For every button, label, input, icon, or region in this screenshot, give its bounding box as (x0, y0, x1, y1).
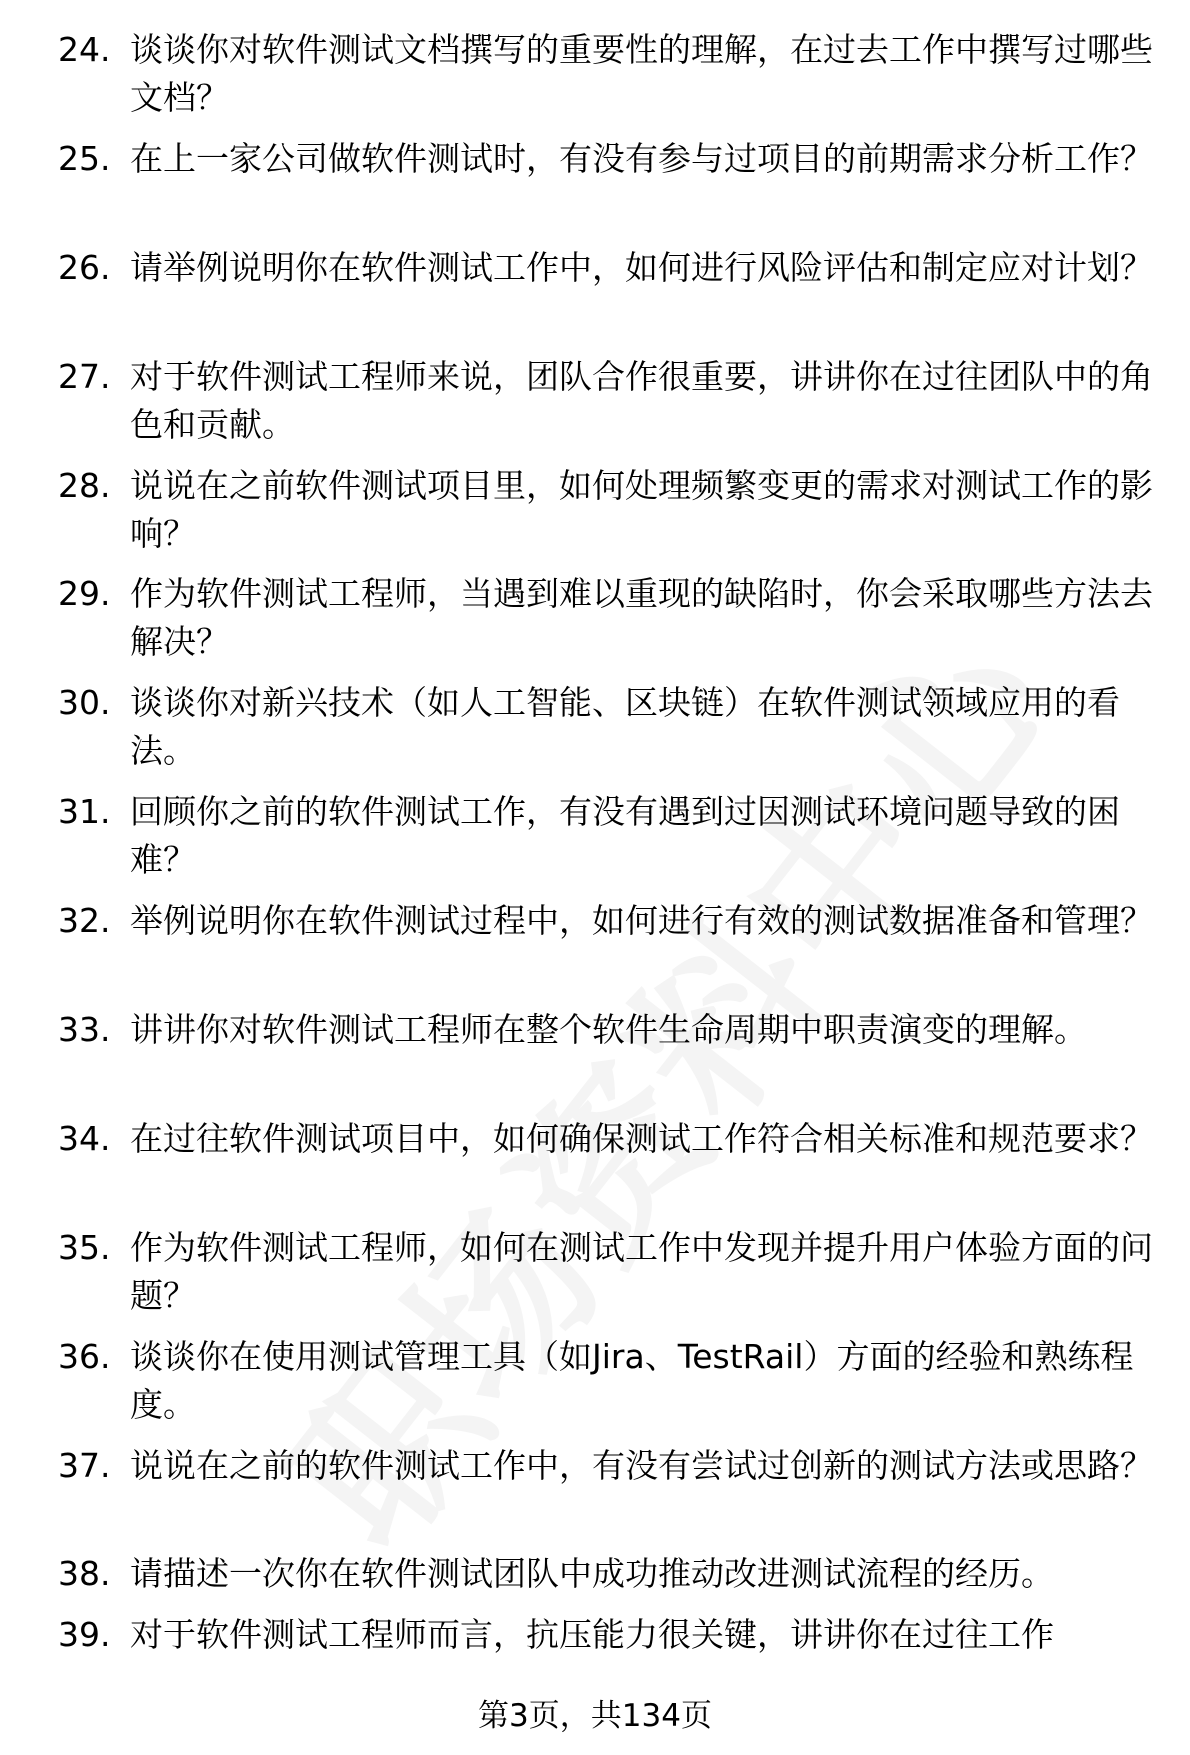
question-text: 请描述一次你在软件测试团队中成功推动改进测试流程的经历。 (130, 1554, 1054, 1594)
question-item (58, 788, 1158, 884)
question-item (58, 570, 1158, 666)
question-text: 说说在之前软件测试项目里，如何处理频繁变更的需求对测试工作的影响？ (130, 465, 1153, 553)
question-number: 33. (58, 1010, 111, 1050)
question-number: 37. (58, 1445, 111, 1485)
question-item (58, 244, 1158, 340)
question-text: 对于软件测试工程师而言，抗压能力很关键，讲讲你在过往工作 (130, 1615, 1054, 1655)
question-text: 回顾你之前的软件测试工作，有没有遇到过因测试环境问题导致的困难？ (130, 792, 1120, 880)
question-text: 讲讲你对软件测试工程师在整个软件生命周期中职责演变的理解。 (130, 1010, 1087, 1050)
question-number: 39. (58, 1615, 111, 1655)
question-number: 32. (58, 901, 111, 941)
question-item (58, 26, 1158, 122)
question-text: 说说在之前的软件测试工作中，有没有尝试过创新的测试方法或思路？ (130, 1445, 1153, 1485)
question-text: 在过往软件测试项目中，如何确保测试工作符合相关标准和规范要求？ (130, 1118, 1153, 1158)
question-item (58, 462, 1158, 558)
question-text: 对于软件测试工程师来说，团队合作很重要，讲讲你在过往团队中的角色和贡献。 (130, 356, 1153, 444)
question-item (58, 1333, 1158, 1429)
question-number: 34. (58, 1118, 111, 1158)
question-item (58, 135, 1158, 231)
question-number: 35. (58, 1227, 111, 1267)
question-number: 28. (58, 465, 111, 505)
question-text: 请举例说明你在软件测试工作中，如何进行风险评估和制定应对计划？ (130, 247, 1153, 287)
question-item (58, 679, 1158, 775)
question-number: 30. (58, 683, 111, 723)
question-text: 谈谈你在使用测试管理工具（如Jira、TestRail）方面的经验和熟练程度。 (130, 1336, 1134, 1424)
question-number: 38. (58, 1554, 111, 1594)
question-number: 25. (58, 138, 111, 178)
question-item (58, 1442, 1158, 1538)
question-text: 谈谈你对新兴技术（如人工智能、区块链）在软件测试领域应用的看法。 (130, 683, 1120, 771)
question-text: 作为软件测试工程师，当遇到难以重现的缺陷时，你会采取哪些方法去解决？ (130, 574, 1153, 662)
page-number-footer: 第3页，共134页 (478, 1698, 712, 1734)
question-text: 在上一家公司做软件测试时，有没有参与过项目的前期需求分析工作？ (130, 138, 1153, 178)
question-item (58, 353, 1158, 449)
question-text: 举例说明你在软件测试过程中，如何进行有效的测试数据准备和管理？ (130, 901, 1153, 941)
question-number: 31. (58, 792, 111, 832)
question-item (58, 1006, 1158, 1102)
question-item (58, 1611, 1158, 1659)
question-number: 26. (58, 247, 111, 287)
question-item (58, 897, 1158, 993)
question-number: 36. (58, 1336, 111, 1376)
question-number: 29. (58, 574, 111, 614)
question-item (58, 1115, 1158, 1211)
question-number: 24. (58, 30, 111, 69)
question-text: 作为软件测试工程师，如何在测试工作中发现并提升用户体验方面的问题？ (130, 1227, 1153, 1315)
question-list (58, 26, 1158, 1672)
question-item (58, 1550, 1158, 1598)
question-text: 谈谈你对软件测试文档撰写的重要性的理解，在过去工作中撰写过哪些文档？ (130, 30, 1153, 117)
question-item (58, 1224, 1158, 1320)
question-number: 27. (58, 356, 111, 396)
